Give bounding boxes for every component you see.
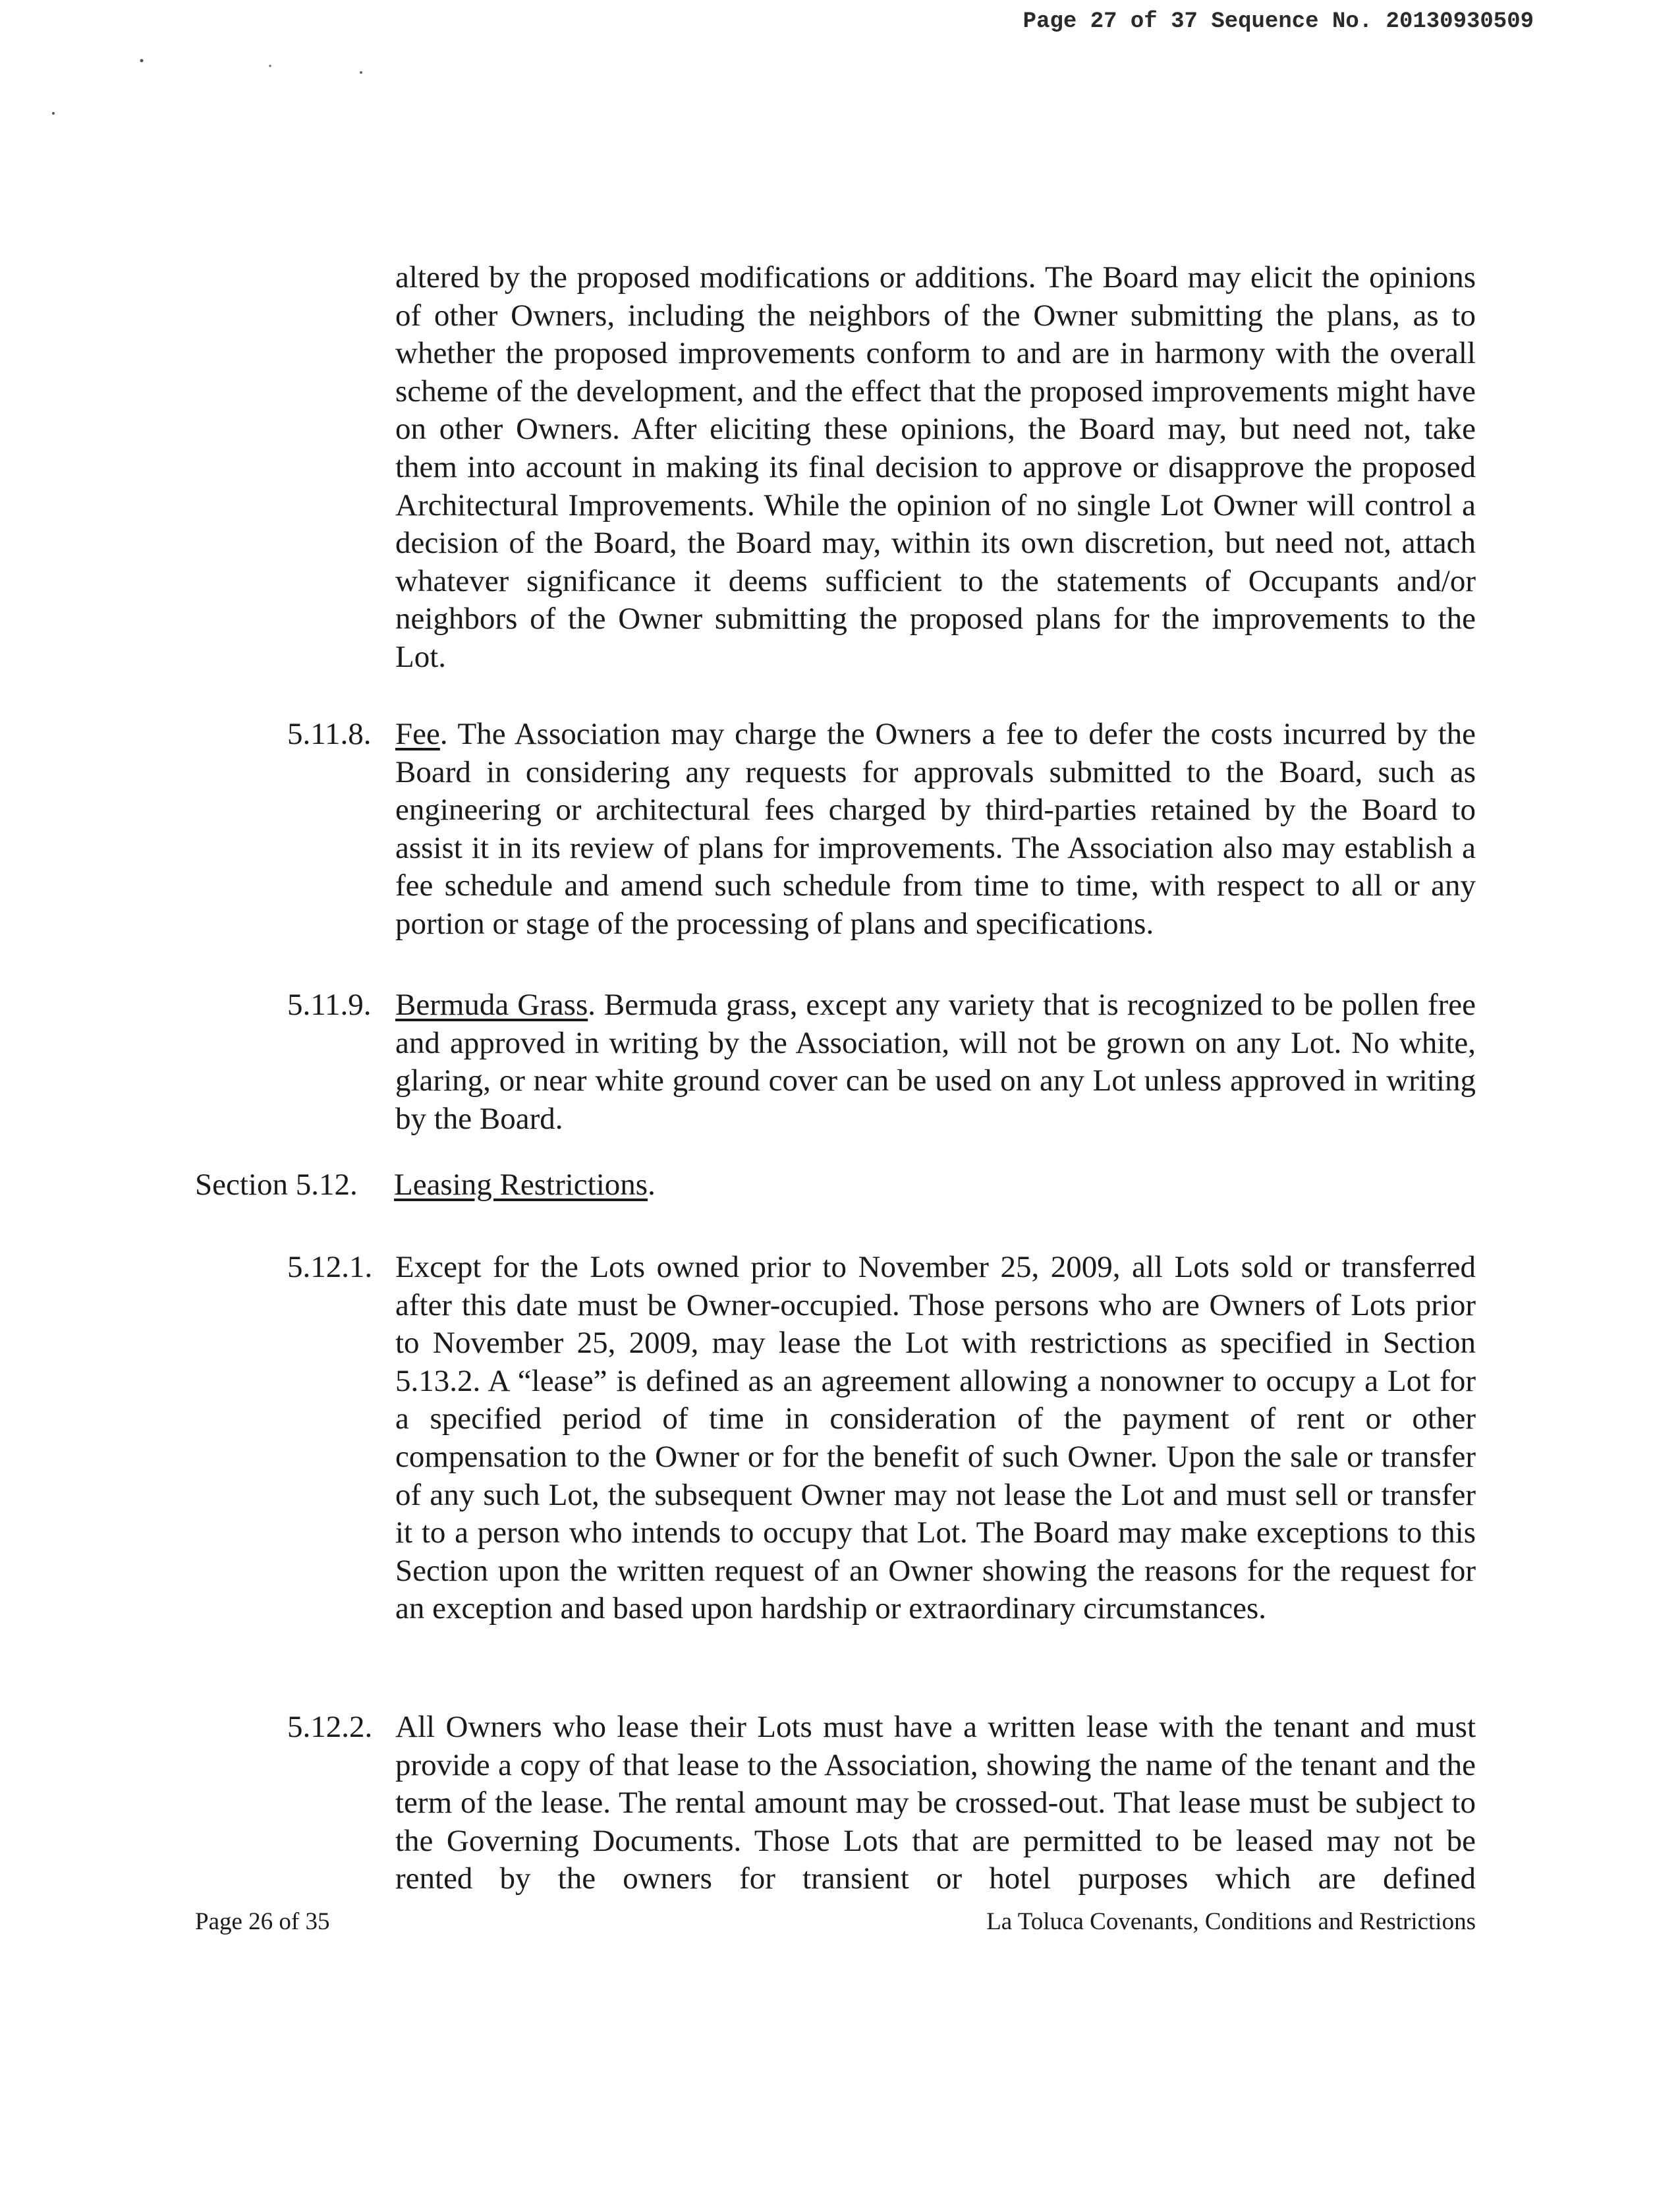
clause-text: Except for the Lots owned prior to November 25, 2009, all Lots sold or transferred after this date must be Owner-occupied. Those persons who are Owners of Lots prior to November 25, 2009, may lease the Lot with restrictions as specified in Section 5.13.2. A “lease” is defined as an agreement allowing a nonowner to occupy a Lot for a specified period of time in consideration of the payment of rent or other compensation to the Owner or for the benefit of such Owner. Upon the sale or transfer of any such Lot, the subsequent Owner may not lease the Lot and must sell or transfer it to a person who intends to occupy that Lot. The Board may make exceptions to this Section upon the written request of an Owner showing the reasons for the request for an exception and based upon hardship or extraordinary circumstances.	[395, 1250, 1476, 1626]
scan-specks	[0, 0, 395, 145]
section-heading-5-12	[195, 1166, 656, 1204]
clause-text: . Bermuda grass, except any variety that is recognized to be pollen free and approved in writing by the Association, will not be grown on any Lot. No white, glaring, or near white ground cover can be used on any Lot unless approved in writing by the Board.	[395, 988, 1476, 1136]
clause-5-11-8	[395, 716, 1476, 944]
item-number: 5.11.8.	[287, 717, 372, 751]
footer-page-number: Page 26 of 35	[195, 1908, 330, 1935]
clause-5-12-1	[395, 1249, 1476, 1628]
clause-text: . The Association may charge the Owners a fee to defer the costs incurred by the Board in considering any requests for approvals submitted to the Board, such as engineering or architectural fees charged by third-parties retained by the Board to assist it in its review of plans for improvements. The Association also may establish a fee schedule and amend such schedule from time to time, with respect to all or any portion or stage of the processing of plans and specifications.	[395, 717, 1476, 941]
clause-title: Bermuda Grass	[395, 988, 588, 1022]
section-title-suffix: .	[648, 1168, 656, 1202]
clause-text: All Owners who lease their Lots must have a written lease with the tenant and must provide a copy of that lease to the Association, showing the name of the tenant and the term of the lease. The rental amount may be crossed-out. That lease must be subject to the Governing Documents. Those Lots that are permitted to be leased may not be rented by the owners for transient or hotel purposes which are defined	[395, 1710, 1476, 1896]
clause-5-12-2	[395, 1709, 1476, 1898]
item-number: 5.12.1.	[287, 1250, 373, 1284]
paragraph-text: altered by the proposed modifications or additions. The Board may elicit the opinions of other Owners, including the neighbors of the Owner submitting the plans, as to whether the proposed improvements conform to and are in harmony with the overall scheme of the development, and the effect that the proposed improvements might have on other Owners. After eliciting these opinions, the Board may, but need not, take them into account in making its final decision to approve or disapprove the proposed Architectural Improvements. While the opinion of no single Lot Owner will control a decision of the Board, the Board may, within its own discretion, but need not, attach whatever significance it deems sufficient to the statements of Occupants and/or neighbors of the Owner submitting the proposed plans for the improvements to the Lot.	[395, 260, 1476, 674]
footer-document-title: La Toluca Covenants, Conditions and Restrictions	[986, 1908, 1476, 1935]
recording-stamp: Page 27 of 37 Sequence No. 20130930509	[1022, 9, 1534, 34]
clause-title: Fee	[395, 717, 440, 751]
continuation-paragraph	[395, 259, 1476, 677]
item-number: 5.12.2.	[287, 1710, 373, 1744]
section-label: Section 5.12.	[195, 1168, 358, 1202]
item-number: 5.11.9.	[287, 988, 372, 1022]
clause-5-11-9	[395, 986, 1476, 1138]
section-title: Leasing Restrictions	[394, 1168, 648, 1202]
